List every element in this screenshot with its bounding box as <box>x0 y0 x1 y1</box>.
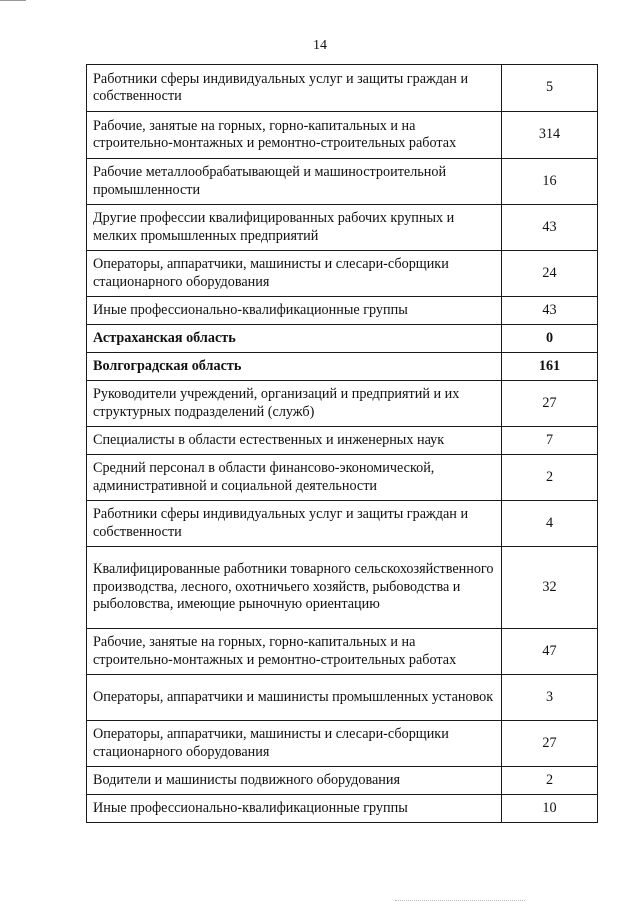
table-row <box>87 721 598 767</box>
count-cell: 3 <box>502 675 598 721</box>
table-body <box>87 65 598 823</box>
region-total-cell: 0 <box>502 325 598 353</box>
count-cell: 4 <box>502 501 598 547</box>
table-row <box>87 501 598 547</box>
count-cell: 27 <box>502 381 598 427</box>
occupation-name-cell: Работники сферы индивидуальных услуг и защиты граждан и собственности <box>87 501 502 547</box>
region-row <box>87 353 598 381</box>
occupation-name-cell: Работники сферы индивидуальных услуг и защиты граждан и собственности <box>87 65 502 112</box>
page-number: 14 <box>313 38 327 53</box>
table-row <box>87 297 598 325</box>
table-row <box>87 159 598 205</box>
table-row <box>87 251 598 297</box>
count-cell: 7 <box>502 427 598 455</box>
count-cell: 2 <box>502 767 598 795</box>
region-name-cell: Волгоградская область <box>87 353 502 381</box>
table-row <box>87 455 598 501</box>
region-row <box>87 325 598 353</box>
occupation-name-cell: Операторы, аппаратчики и машинисты промышленных установок <box>87 675 502 721</box>
region-total-cell: 161 <box>502 353 598 381</box>
count-cell: 32 <box>502 547 598 629</box>
occupation-name-cell: Водители и машинисты подвижного оборудования <box>87 767 502 795</box>
count-cell: 43 <box>502 205 598 251</box>
table-row <box>87 112 598 159</box>
count-cell: 24 <box>502 251 598 297</box>
table-row <box>87 65 598 112</box>
scan-artifact <box>0 0 26 1</box>
count-cell: 314 <box>502 112 598 159</box>
occupation-name-cell: Операторы, аппаратчики, машинисты и слесари-сборщики стационарного оборудования <box>87 251 502 297</box>
count-cell: 47 <box>502 629 598 675</box>
table-row <box>87 795 598 823</box>
occupation-name-cell: Рабочие, занятые на горных, горно-капитальных и на строительно-монтажных и ремонтно-строительных работах <box>87 629 502 675</box>
table-row <box>87 675 598 721</box>
occupation-name-cell: Иные профессионально-квалификационные группы <box>87 297 502 325</box>
table-row <box>87 205 598 251</box>
count-cell: 27 <box>502 721 598 767</box>
count-cell: 16 <box>502 159 598 205</box>
count-cell: 5 <box>502 65 598 112</box>
table-row <box>87 547 598 629</box>
count-cell: 43 <box>502 297 598 325</box>
occupation-name-cell: Специалисты в области естественных и инженерных наук <box>87 427 502 455</box>
scan-artifact-bottom <box>395 899 525 901</box>
occupation-name-cell: Другие профессии квалифицированных рабочих крупных и мелких промышленных предприятий <box>87 205 502 251</box>
region-name-cell: Астраханская область <box>87 325 502 353</box>
count-cell: 10 <box>502 795 598 823</box>
occupation-table <box>86 64 598 823</box>
occupation-name-cell: Квалифицированные работники товарного сельскохозяйственного производства, лесного, охотничьего хозяйств, рыбоводства и рыболовства, имеющие рыночную ориентацию <box>87 547 502 629</box>
occupation-name-cell: Средний персонал в области финансово-экономической, административной и социальной деятельности <box>87 455 502 501</box>
occupation-name-cell: Рабочие металлообрабатывающей и машиностроительной промышленности <box>87 159 502 205</box>
table-row <box>87 767 598 795</box>
occupation-name-cell: Руководители учреждений, организаций и предприятий и их структурных подразделений (служб) <box>87 381 502 427</box>
occupation-name-cell: Операторы, аппаратчики, машинисты и слесари-сборщики стационарного оборудования <box>87 721 502 767</box>
count-cell: 2 <box>502 455 598 501</box>
table-row <box>87 629 598 675</box>
occupation-name-cell: Рабочие, занятые на горных, горно-капитальных и на строительно-монтажных и ремонтно-строительных работах <box>87 112 502 159</box>
table-row <box>87 427 598 455</box>
occupation-name-cell: Иные профессионально-квалификационные группы <box>87 795 502 823</box>
table-row <box>87 381 598 427</box>
